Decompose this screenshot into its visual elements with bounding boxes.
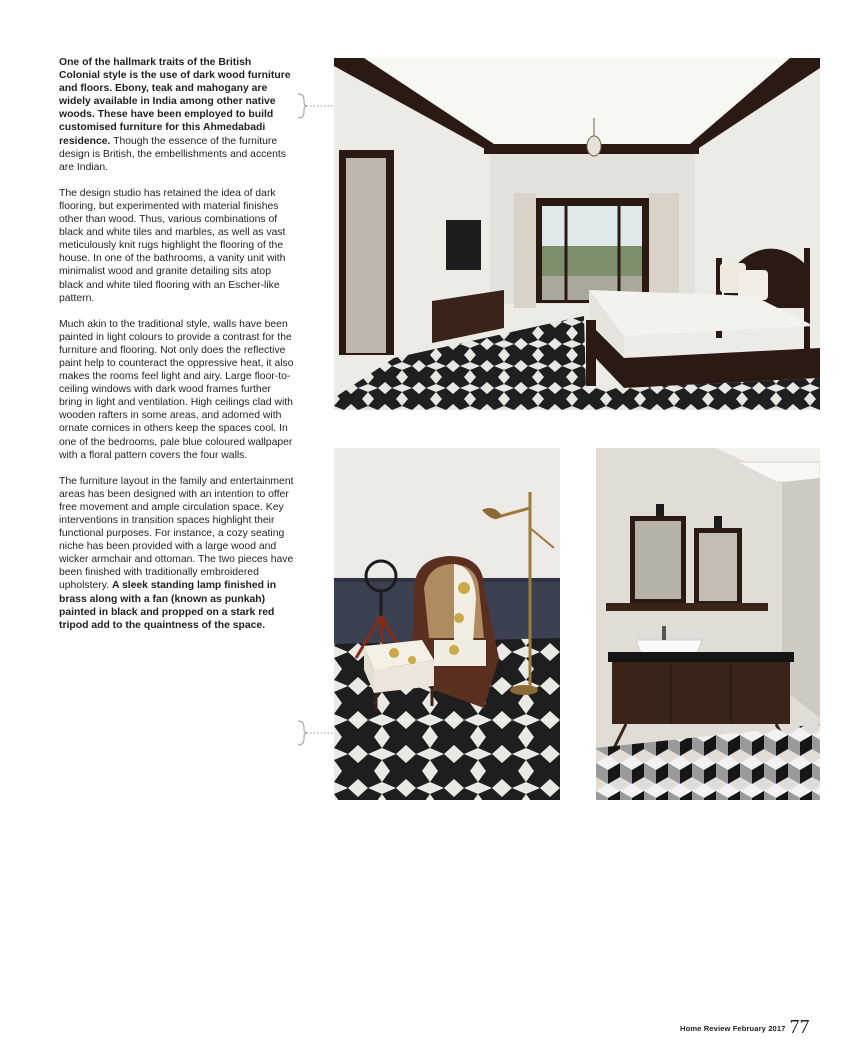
article-paragraph-2: The design studio has retained the idea of dark flooring, but experimented with material finishes other than wood. Thus, various combinations of black and white tiles and marbles, as well as vast meticulously knit rugs highlight the flooring of the house. In one of the bathrooms, a vanity unit with minimalist wood and granite detailing sits atop black and white tiled flooring with an Escher-like pattern. (59, 187, 286, 304)
page-footer (680, 1016, 810, 1036)
magazine-issue-label: Home Review February 2017 (680, 1024, 786, 1033)
seating-niche-photo (334, 448, 560, 800)
bedroom-photo (334, 58, 820, 410)
article-paragraph-1: One of the hallmark traits of the British Colonial style is the use of dark wood furniture and floors. Ebony, teak and mahogany are widely available in India among other native woods. These have been employed to build customised furniture for this Ahmedabadi residence. Though the essence of the furniture design is British, the embellishments and accents are Indian. (59, 57, 291, 173)
pull-quote-top: One of the hallmark traits of the British Colonial style is the use of dark wood furniture and floors. Ebony, teak and mahogany are widely available in India among other native woods. These have been employed to build customised furniture for this Ahmedabadi residence. (59, 57, 291, 147)
pull-quote-bottom: A sleek standing lamp finished in brass along with a fan (known as punkah) painted in black and propped on a stark red tripod add to the quaintness of the space. (59, 580, 277, 631)
page-number: 77 (789, 1016, 810, 1038)
article-paragraph-3: Much akin to the traditional style, walls have been painted in light colours to provide a contrast for the furniture and flooring. Not only does the reflective paint help to counteract the oppressive heat, it also makes the rooms feel light and airy. Large floor-to-ceiling windows with dark wood frames further bring in light and ventilation. High ceilings clad with wooden rafters in some areas, and adorned with ornate cornices in others keep the spaces cool. In one of the bedrooms, pale blue coloured wallpaper with a floral pattern covers the four walls. (59, 318, 294, 461)
bathroom-vanity-photo (596, 448, 820, 800)
article-paragraph-4: The furniture layout in the family and entertainment areas has been designed with an intention to offer free movement and ample circulation space. Key interventions in transition spaces highlight their functional purposes. For instance, a cozy seating niche has been provided with a large wood and wicker armchair and ottoman. The two pieces have been finished with traditionally embroidered upholstery. A sleek standing lamp finished in brass along with a fan (known as punkah) painted in black and propped on a stark red tripod add to the quaintness of the space. (59, 475, 294, 631)
article-body (59, 56, 295, 645)
